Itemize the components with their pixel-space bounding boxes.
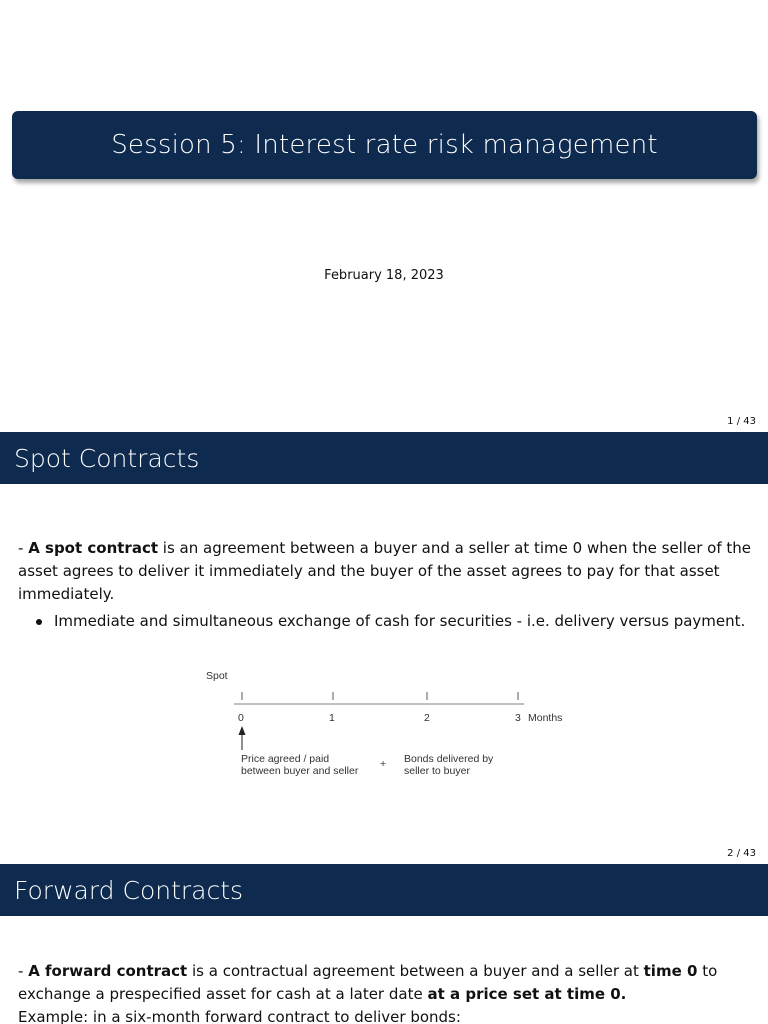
time-zero-term: time 0 — [643, 962, 698, 980]
price-agreed-note — [241, 753, 358, 777]
tick-label-1: 1 — [329, 712, 335, 724]
bonds-delivered-line1: Bonds delivered by — [404, 753, 494, 765]
forward-term: A forward contract — [28, 962, 188, 980]
frame-title-bar — [0, 432, 768, 484]
bullet-icon — [36, 619, 42, 625]
frame-title-bar — [0, 864, 768, 916]
dash-prefix: - — [18, 539, 29, 557]
spot-label: Spot — [206, 670, 228, 682]
presentation-date: February 18, 2023 — [324, 268, 444, 283]
page-number: 1 / 43 — [727, 416, 756, 427]
spot-contracts-slide — [0, 432, 768, 864]
price-agreed-line1: Price agreed / paid — [241, 753, 330, 765]
title-slide — [0, 0, 768, 432]
forward-definition — [18, 960, 758, 1024]
spot-term: A spot contract — [28, 539, 159, 557]
tick-label-3: 3 — [515, 712, 521, 724]
bonds-delivered-line2: seller to buyer — [404, 765, 470, 777]
forward-contracts-slide — [0, 864, 768, 1024]
price-set-term: at a price set at time 0. — [427, 985, 627, 1003]
frame-title: Forward Contracts — [14, 875, 244, 905]
bullet-text: Immediate and simultaneous exchange of cash for securities - i.e. delivery versus payment. — [54, 612, 746, 630]
spot-definition-text: is an agreement between a buyer and a seller at time 0 when the seller of the asset agrees to deliver it immediately and the buyer of the asset agrees to pay for that asset immediately. — [18, 539, 752, 603]
arrow-head — [239, 726, 246, 735]
forward-definition-rest: to exchange a prespecified asset for cash at a later date — [18, 962, 718, 1003]
price-agreed-line2: between buyer and seller — [241, 765, 359, 777]
forward-example: Example: in a six-month forward contract to deliver bonds: — [18, 1008, 461, 1024]
plus-sign: + — [380, 758, 387, 770]
frame-title: Spot Contracts — [14, 443, 200, 473]
dash-prefix: - — [18, 962, 29, 980]
tick-label-2: 2 — [424, 712, 430, 724]
spot-definition — [18, 537, 758, 606]
bullet-item — [36, 610, 756, 633]
title-box — [12, 111, 757, 179]
unit-label: Months — [528, 712, 563, 724]
forward-definition-text: is a contractual agreement between a buyer and a seller at — [187, 962, 644, 980]
page-number: 2 / 43 — [727, 848, 756, 859]
bonds-delivered-note — [404, 753, 493, 777]
tick-label-0: 0 — [238, 712, 244, 724]
presentation-title: Session 5: Interest rate risk management — [111, 130, 658, 160]
spot-timeline-diagram — [200, 648, 580, 778]
